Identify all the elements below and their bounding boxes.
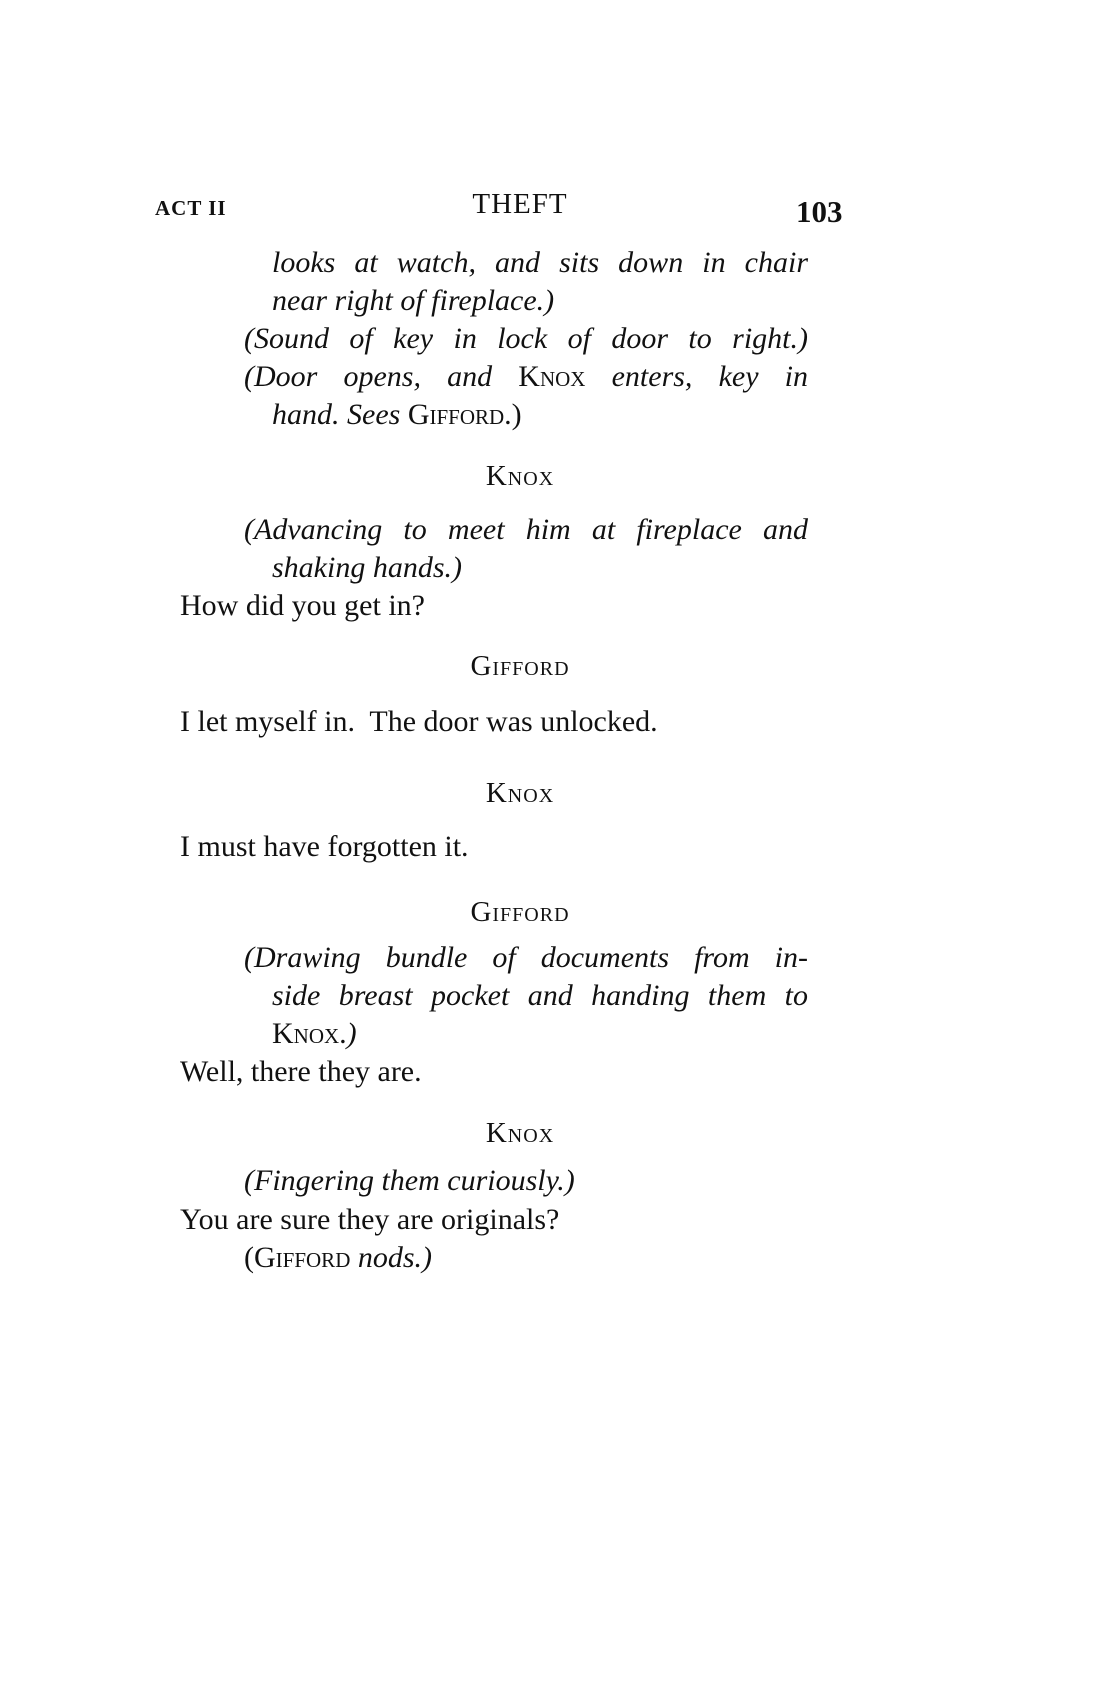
stage-direction-line [272,1019,357,1049]
speaker-name: Gifford [470,896,570,928]
closing-paren: ) [511,398,522,431]
stage-direction-line: (Drawing bundle of documents from in- [244,941,808,974]
stage-direction-line: side breast pocket and handing them to [272,979,808,1012]
stage-direction-line [244,1243,432,1273]
page-number: 103 [796,194,843,229]
closing-paren: ) [346,1017,357,1050]
dialogue-line: How did you get in? [180,589,425,622]
stage-direction-line: (Fingering them curiously.) [244,1164,575,1197]
dialogue-line: I must have forgotten it. [180,830,469,863]
stage-direction-text: enters, key in [611,360,809,393]
character-name: Gifford. [407,398,512,431]
stage-direction-line: near right of fireplace.) [272,284,555,317]
act-label: ACT II [155,196,227,220]
character-name: Knox. [272,1017,347,1050]
stage-direction-text: (Door opens, and [244,360,493,393]
dialogue-line: I let myself in. The door was unlocked. [180,705,658,738]
stage-direction-line [244,362,808,392]
speaker-name: Knox [485,460,555,492]
dialogue-line: Well, there they are. [180,1055,422,1088]
dialogue-line: You are sure they are originals? [180,1203,560,1236]
stage-direction-text: hand. Sees [272,398,401,431]
stage-direction-line [272,400,522,430]
character-name: Knox [518,360,586,393]
stage-direction-line: (Sound of key in lock of door to right.) [244,322,808,355]
speaker-name: Knox [485,777,555,809]
stage-direction-line: shaking hands.) [272,551,462,584]
stage-direction-line: looks at watch, and sits down in chair [272,246,808,279]
speaker-name: Gifford [470,650,570,682]
stage-direction-text: nods.) [357,1241,433,1274]
character-name: Gifford [254,1241,351,1274]
speaker-name: Knox [485,1117,555,1149]
opening-paren: ( [244,1241,254,1274]
running-title: THEFT [472,188,568,220]
stage-direction-line: (Advancing to meet him at fireplace and [244,513,808,546]
